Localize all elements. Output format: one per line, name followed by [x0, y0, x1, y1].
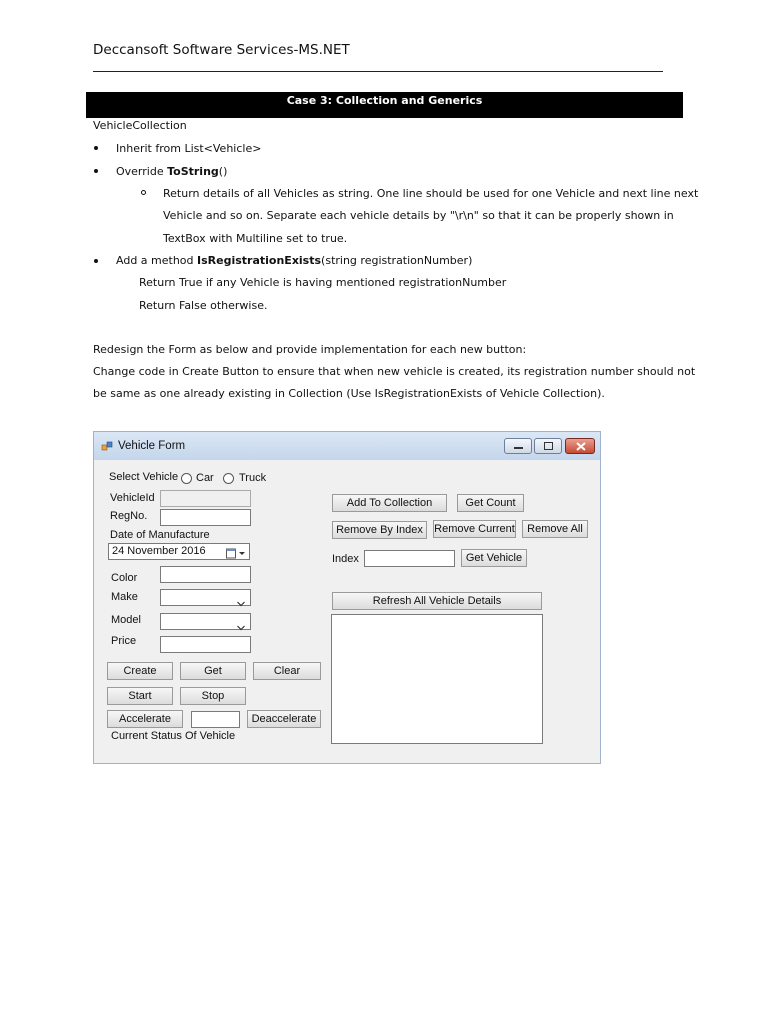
deaccelerate-button[interactable]: Deaccelerate [247, 710, 321, 728]
get-vehicle-button[interactable]: Get Vehicle [461, 549, 527, 567]
clear-button[interactable]: Clear [253, 662, 321, 680]
regno-label: RegNo. [110, 510, 148, 522]
app-icon [101, 440, 113, 452]
paragraph-line: Change code in Create Button to ensure that when new vehicle is created, its registration number should not [93, 365, 696, 378]
add-to-collection-button[interactable]: Add To Collection [332, 494, 447, 512]
stop-button[interactable]: Stop [180, 687, 246, 705]
bullet-inherit: Inherit from List<Vehicle> [116, 142, 262, 155]
calendar-icon[interactable] [226, 546, 246, 557]
case-title-bar: Case 3: Collection and Generics [86, 92, 683, 118]
regno-input[interactable] [160, 509, 251, 526]
date-label: Date of Manufacture [110, 529, 210, 541]
tostring-detail-line: Vehicle and so on. Separate each vehicle details by "\r\n" so that it can be properly shown in [163, 209, 674, 222]
maximize-button[interactable] [534, 438, 562, 454]
sub-bullet-icon [141, 190, 146, 195]
remove-by-index-button[interactable]: Remove By Index [332, 521, 427, 539]
price-input[interactable] [160, 636, 251, 653]
vehicle-details-textarea[interactable] [331, 614, 543, 744]
remove-current-button[interactable]: Remove Current [433, 520, 516, 538]
remove-all-button[interactable]: Remove All [522, 520, 588, 538]
color-label: Color [111, 572, 138, 584]
return-false-text: Return False otherwise. [139, 299, 268, 312]
minimize-button[interactable] [504, 438, 532, 454]
paragraph-line: be same as one already existing in Collection (Use IsRegistrationExists of Vehicle Collection). [93, 387, 605, 400]
speed-input[interactable] [191, 711, 240, 728]
bullet-override: Override ToString() [116, 165, 228, 178]
get-button[interactable]: Get [180, 662, 246, 680]
window-titlebar [94, 432, 600, 460]
color-input[interactable] [160, 566, 251, 583]
accelerate-button[interactable]: Accelerate [107, 710, 183, 728]
return-true-text: Return True if any Vehicle is having mentioned registrationNumber [139, 276, 507, 289]
vehicle-form-window [93, 431, 601, 764]
current-status-label: Current Status Of Vehicle [111, 730, 236, 742]
refresh-all-vehicle-details-button[interactable]: Refresh All Vehicle Details [332, 592, 542, 610]
chevron-down-icon [237, 618, 245, 636]
get-count-button[interactable]: Get Count [457, 494, 524, 512]
model-select[interactable] [160, 613, 251, 630]
bullet-icon [94, 259, 98, 263]
chevron-down-icon [237, 594, 245, 612]
price-label: Price [111, 635, 137, 647]
vehicleid-input[interactable] [160, 490, 251, 507]
truck-radio[interactable] [223, 473, 234, 484]
header-rule [93, 71, 663, 72]
bullet-icon [94, 146, 98, 150]
date-value: 24 November 2016 [112, 545, 206, 557]
car-radio[interactable] [181, 473, 192, 484]
make-label: Make [111, 591, 138, 603]
paragraph-line: Redesign the Form as below and provide implementation for each new button: [93, 343, 527, 356]
tostring-detail-line: TextBox with Multiline set to true. [163, 232, 348, 245]
close-button[interactable] [565, 438, 595, 454]
window-title: Vehicle Form [118, 440, 186, 452]
model-label: Model [111, 614, 141, 626]
date-picker[interactable] [108, 543, 250, 560]
document-header-title: Deccansoft Software Services-MS.NET [93, 42, 350, 58]
select-vehicle-label: Select Vehicle [109, 471, 179, 483]
tostring-detail-line: Return details of all Vehicles as string. One line should be used for one Vehicle and next line next [163, 187, 699, 200]
truck-label: Truck [239, 472, 267, 484]
start-button[interactable]: Start [107, 687, 173, 705]
create-button[interactable]: Create [107, 662, 173, 680]
make-select[interactable] [160, 589, 251, 606]
bullet-icon [94, 169, 98, 173]
car-label: Car [196, 472, 214, 484]
bullet-method: Add a method IsRegistrationExists(string registrationNumber) [116, 254, 473, 267]
vehicleid-label: VehicleId [110, 492, 155, 504]
index-input[interactable] [364, 550, 455, 567]
index-label: Index [332, 553, 359, 565]
section-title: VehicleCollection [93, 119, 187, 132]
